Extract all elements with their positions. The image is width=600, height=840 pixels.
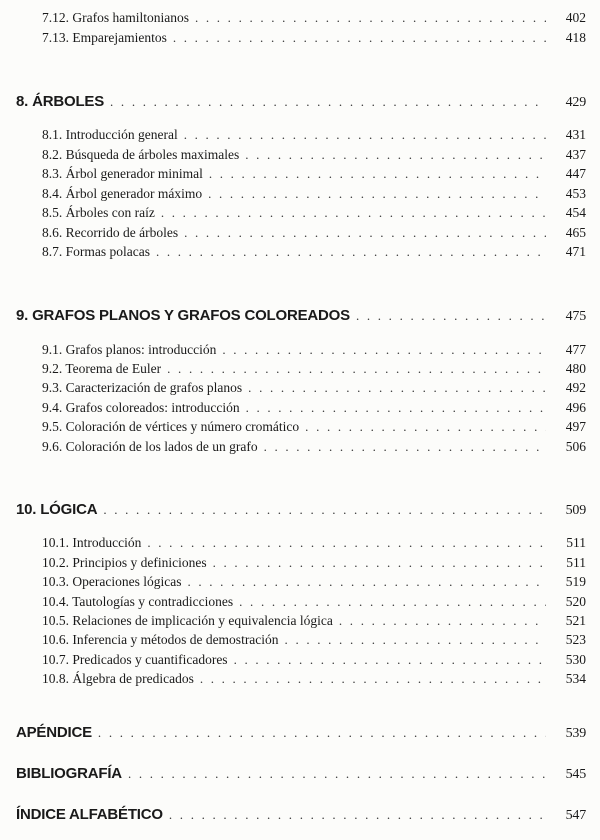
- toc-entry: [42, 342, 586, 358]
- toc-entry: [42, 535, 586, 551]
- dot-leader: [169, 807, 546, 823]
- entry-label: 9.1. Grafos planos: introducción: [42, 342, 217, 357]
- backmatter-title: BIBLIOGRAFÍA: [16, 765, 122, 782]
- entry-page-number: 437: [565, 147, 586, 162]
- dot-leader: [173, 30, 546, 46]
- backmatter-heading: [16, 806, 586, 824]
- dot-leader: [147, 535, 546, 551]
- entry-label: 8.2. Búsqueda de árboles maximales: [42, 147, 240, 162]
- toc-entry: [42, 361, 586, 377]
- toc-entry: [42, 127, 586, 143]
- backmatter-page-number: 539: [565, 726, 586, 741]
- toc-entry: [42, 10, 586, 26]
- entry-label: 8.5. Árboles con raíz: [42, 205, 155, 220]
- entry-page-number: 520: [565, 594, 586, 609]
- dot-leader: [245, 147, 546, 163]
- entry-label: 8.3. Árbol generador minimal: [42, 166, 203, 181]
- toc-entry: [42, 671, 586, 687]
- entry-label: 10.3. Operaciones lógicas: [42, 574, 182, 589]
- entry-page-number: 402: [565, 10, 586, 25]
- dot-leader: [110, 94, 546, 110]
- toc-entry: [42, 632, 586, 648]
- dot-leader: [167, 361, 546, 377]
- entry-page-number: 521: [565, 613, 586, 628]
- entry-label: 10.1. Introducción: [42, 535, 142, 550]
- entry-label: 7.13. Emparejamientos: [42, 30, 167, 45]
- dot-leader: [187, 574, 546, 590]
- entry-label: 8.1. Introducción general: [42, 127, 178, 142]
- entry-label: 9.4. Grafos coloreados: introducción: [42, 400, 240, 415]
- entry-label: 9.6. Coloración de los lados de un grafo: [42, 439, 258, 454]
- chapter-page-number: 475: [565, 309, 586, 324]
- toc-entry: [42, 555, 586, 571]
- entry-label: 8.7. Formas polacas: [42, 244, 150, 259]
- toc-entry: [42, 225, 586, 241]
- entry-label: 9.5. Coloración de vértices y número cromático: [42, 419, 300, 434]
- entry-page-number: 519: [565, 574, 586, 589]
- dot-leader: [305, 419, 546, 435]
- toc-entry: [42, 594, 586, 610]
- dot-leader: [222, 342, 546, 358]
- entry-page-number: 530: [565, 652, 586, 667]
- entry-label: 10.7. Predicados y cuantificadores: [42, 652, 228, 667]
- entry-label: 9.2. Teorema de Euler: [42, 361, 162, 376]
- toc-entry: [42, 147, 586, 163]
- entry-page-number: 497: [565, 419, 586, 434]
- dot-leader: [98, 725, 546, 741]
- dot-leader: [128, 766, 546, 782]
- chapter-page-number: 429: [565, 95, 586, 110]
- entry-page-number: 477: [565, 342, 586, 357]
- entry-label: 10.2. Principios y definiciones: [42, 555, 207, 570]
- toc-entry: [42, 439, 586, 455]
- backmatter-heading: [16, 724, 586, 742]
- toc-entry: [42, 205, 586, 221]
- dot-leader: [184, 127, 546, 143]
- entry-page-number: 511: [566, 535, 586, 550]
- backmatter-title: ÍNDICE ALFABÉTICO: [16, 806, 163, 823]
- dot-leader: [239, 594, 546, 610]
- toc-entry: [42, 30, 586, 46]
- dot-leader: [156, 244, 546, 260]
- chapter-title: 10. LÓGICA: [16, 501, 98, 518]
- entry-page-number: 511: [566, 555, 586, 570]
- toc-entry: [42, 186, 586, 202]
- entry-page-number: 534: [565, 671, 586, 686]
- toc-entry: [42, 574, 586, 590]
- dot-leader: [264, 439, 546, 455]
- dot-leader: [234, 652, 546, 668]
- backmatter-title: APÉNDICE: [16, 724, 92, 741]
- dot-leader: [248, 380, 546, 396]
- entry-page-number: 523: [565, 632, 586, 647]
- entry-page-number: 492: [565, 380, 586, 395]
- toc-entry: [42, 652, 586, 668]
- entry-page-number: 454: [565, 205, 586, 220]
- toc-entry: [42, 400, 586, 416]
- entry-page-number: 431: [565, 127, 586, 142]
- entry-label: 10.6. Inferencia y métodos de demostración: [42, 632, 279, 647]
- entry-label: 10.8. Álgebra de predicados: [42, 671, 194, 686]
- backmatter-page-number: 547: [565, 808, 586, 823]
- dot-leader: [209, 166, 546, 182]
- dot-leader: [195, 10, 546, 26]
- entry-page-number: 453: [565, 186, 586, 201]
- chapter-heading: [16, 307, 586, 325]
- entry-label: 7.12. Grafos hamiltonianos: [42, 10, 189, 25]
- entry-page-number: 471: [565, 244, 586, 259]
- dot-leader: [356, 308, 546, 324]
- chapter-title: 9. GRAFOS PLANOS Y GRAFOS COLOREADOS: [16, 307, 350, 324]
- toc-entry: [42, 244, 586, 260]
- chapter-title: 8. ÁRBOLES: [16, 93, 105, 110]
- backmatter-heading: [16, 765, 586, 783]
- dot-leader: [161, 205, 546, 221]
- toc-entry: [42, 380, 586, 396]
- chapter-heading: [16, 501, 586, 519]
- chapter-page-number: 509: [565, 503, 586, 518]
- entry-page-number: 447: [565, 166, 586, 181]
- chapter-heading: [16, 93, 586, 111]
- entry-page-number: 418: [565, 30, 586, 45]
- entry-label: 8.6. Recorrido de árboles: [42, 225, 179, 240]
- toc-entry: [42, 613, 586, 629]
- dot-leader: [213, 555, 546, 571]
- entry-page-number: 480: [565, 361, 586, 376]
- entry-page-number: 465: [565, 225, 586, 240]
- toc-entry: [42, 419, 586, 435]
- toc-entry: [42, 166, 586, 182]
- dot-leader: [208, 186, 546, 202]
- backmatter-page-number: 545: [565, 767, 586, 782]
- dot-leader: [184, 225, 546, 241]
- dot-leader: [285, 632, 546, 648]
- entry-label: 9.3. Caracterización de grafos planos: [42, 380, 243, 395]
- entry-page-number: 506: [565, 439, 586, 454]
- entry-page-number: 496: [565, 400, 586, 415]
- dot-leader: [339, 613, 546, 629]
- entry-label: 10.5. Relaciones de implicación y equivalencia lógica: [42, 613, 333, 628]
- dot-leader: [103, 502, 546, 518]
- dot-leader: [246, 400, 546, 416]
- entry-label: 10.4. Tautologías y contradicciones: [42, 594, 234, 609]
- dot-leader: [200, 671, 546, 687]
- entry-label: 8.4. Árbol generador máximo: [42, 186, 203, 201]
